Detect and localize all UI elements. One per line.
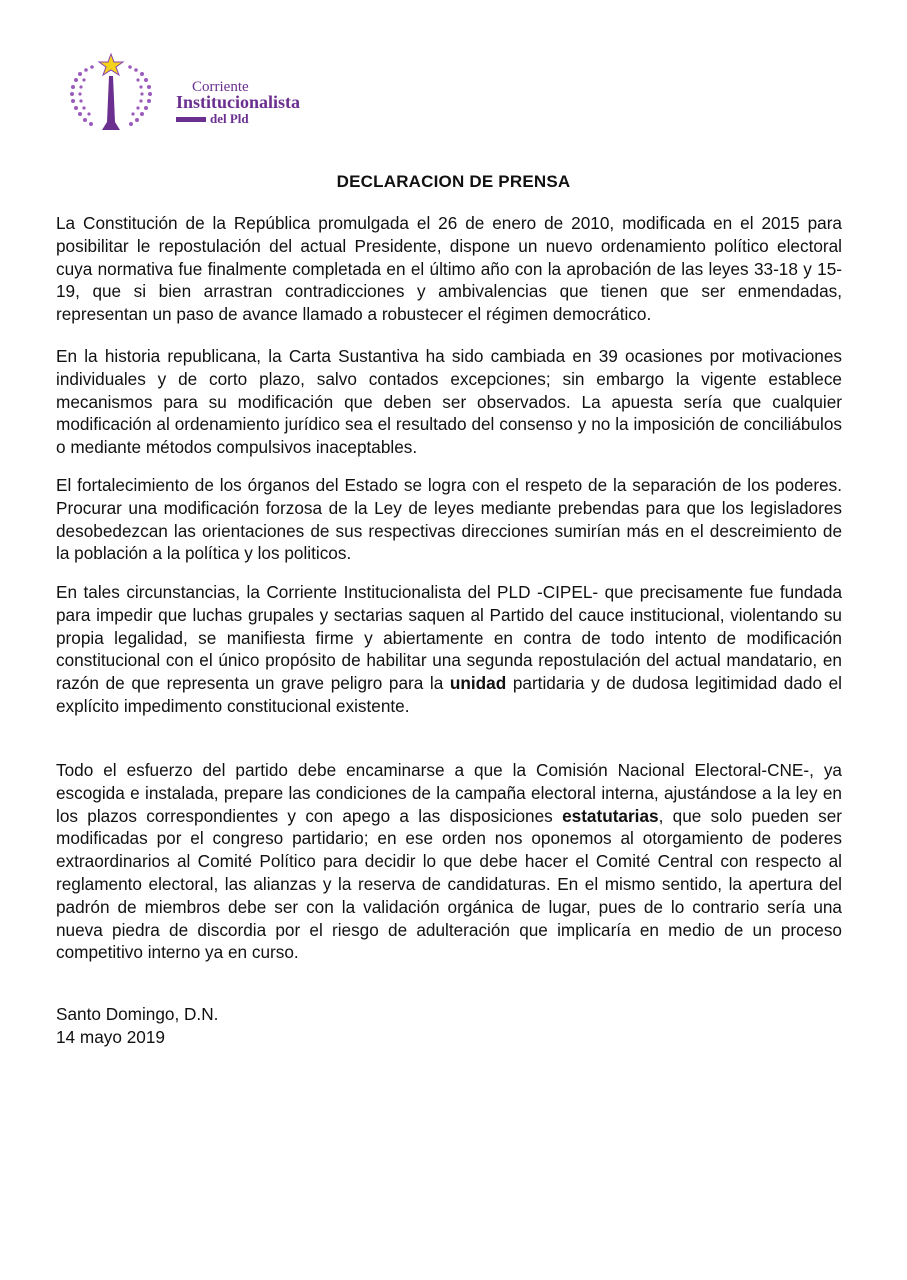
logo-line-corriente: Corriente	[192, 79, 249, 95]
paragraph-4-bold: unidad	[449, 673, 507, 694]
paragraph-1: La Constitución de la República promulgada el 26 de enero de 2010, modificada en el 2015 para posibilitar le repostulación del actual Presidente, dispone un nuevo ordenamiento político electoral cuya normativa fue finalmente completada en el último año con la aprobación de las leyes 33-18 y 15-19, que si bien arrastran contradicciones y ambivalencias que tienen que ser enmendadas, representan un paso de avance llamado a robustecer el régimen democrático.	[56, 213, 842, 325]
paragraph-5	[56, 759, 842, 964]
paragraph-3: El fortalecimiento de los órganos del Estado se logra con el respeto de la separación de los poderes. Procurar una modificación forzosa de la Ley de leyes mediante prebendas para que los legisladores desobedezcan las orientaciones de sus respectivas direcciones sumirían más en el descreimiento de la población a la política y los politicos.	[56, 475, 842, 564]
document-title: DECLARACION DE PRENSA	[336, 172, 571, 191]
paragraph-2: En la historia republicana, la Carta Sustantiva ha sido cambiada en 39 ocasiones por motivaciones individuales y de corto plazo, salvo contados excepciones; sin embargo la vigente establece mecanismos para su modificación que deben ser observados. La apuesta sería que cualquier modificación al ordenamiento jurídico sea el resultado del consenso y no la imposición de conciliábulos o mediante métodos compulsivos inaceptables.	[56, 346, 842, 458]
paragraph-5-bold: estatutarias	[562, 805, 659, 826]
closing-date: 14 mayo 2019	[56, 1026, 165, 1047]
paragraph-5-text-b: , que solo pueden ser modificadas por el congreso partidario; en ese orden nos oponemos al otorgamiento de poderes extraordinarios al Comité Político para decidir lo que debe hacer el Comité Central con respecto al reglamento electoral, las alianzas y la reserva de candidaturas. En el mismo sentido, la apertura del padrón de miembros debe ser con la validación orgánica de lugar, pues de lo contrario sería una nueva piedra de discordia por el riesgo de adulteración que implicaría en medio de un proceso competitivo interno ya en curso.	[56, 805, 843, 963]
paragraph-4	[56, 581, 842, 718]
logo-line-del-pld: del Pld	[210, 111, 249, 126]
star-pillar-logo-icon	[62, 50, 172, 136]
paragraph-5-text-a: Todo el esfuerzo del partido debe encaminarse a que la Comisión Nacional Electoral-CNE-, ya escogida e instalada, prepare las condiciones de la campaña electoral interna, ajustándose a la ley en los plazos correspondientes y con apego a las disposiciones	[56, 760, 842, 826]
paragraph-4-text-b: partidaria y de dudosa legitimidad dado el explícito impedimento constitucional existente.	[56, 673, 842, 716]
closing-place: Santo Domingo, D.N.	[56, 1004, 219, 1024]
paragraph-4-text-a: En tales circunstancias, la Corriente Institucionalista del PLD -CIPEL- que precisamente fue fundada para impedir que luchas grupales y sectarias saquen al Partido del cauce institucional, violentando su propia legalidad, se manifiesta firme y abiertamente en contra de todo intento de modificación constitucional con el único propósito de habilitar una segunda repostulación del actual mandatario, en razón de que representa un grave peligro para la	[56, 582, 842, 694]
logo-line-institucionalista: Institucionalista	[176, 92, 301, 112]
party-logo	[62, 50, 352, 136]
logo-underline-bar	[176, 117, 206, 122]
closing-block	[56, 1003, 218, 1049]
